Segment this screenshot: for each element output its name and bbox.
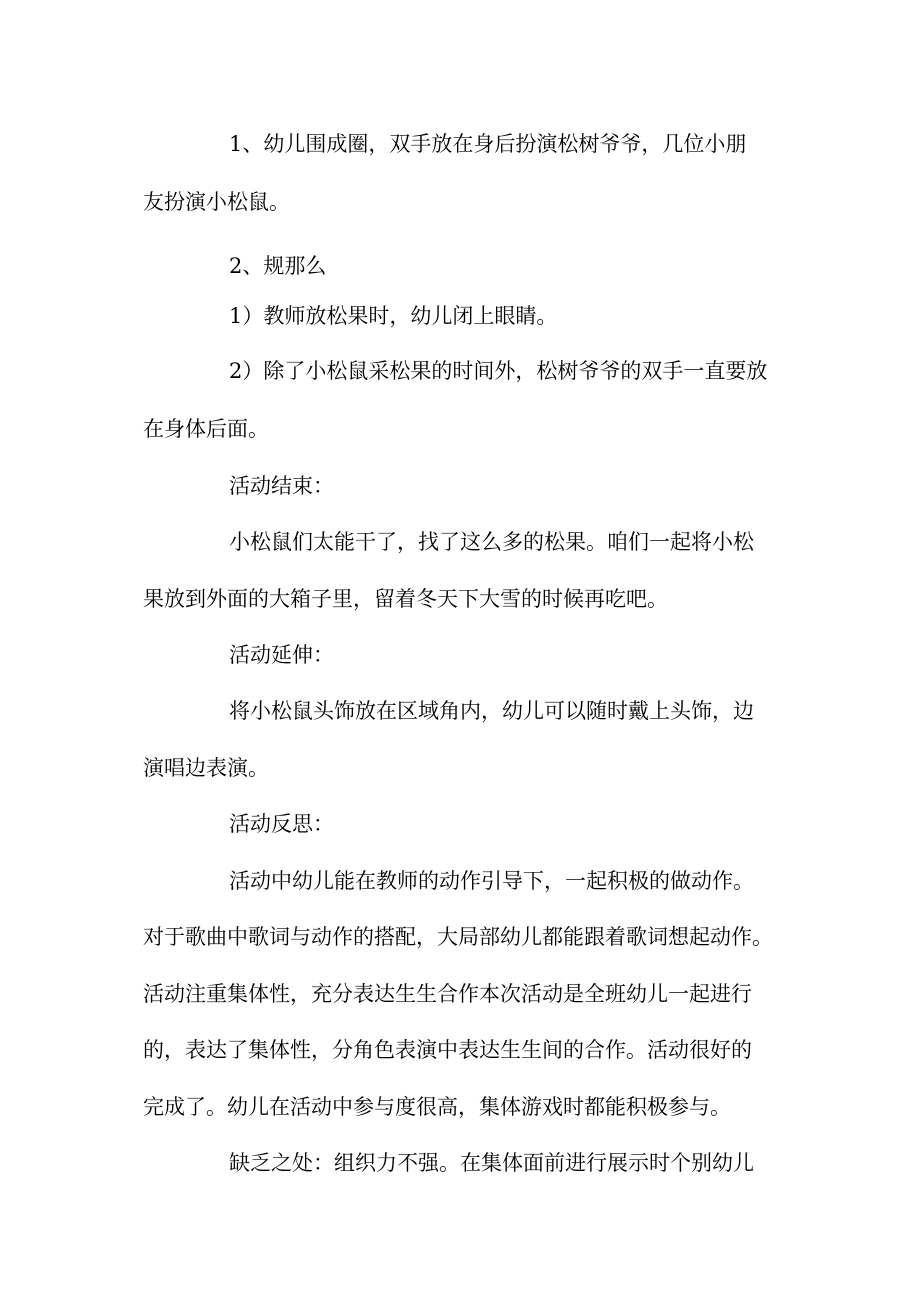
section-heading: 活动结束： xyxy=(229,474,334,498)
text-line: 2）除了小松鼠采松果的时间外，松树爷爷的双手一直要放 xyxy=(229,359,768,383)
text-line: 1）教师放松果时，幼儿闭上眼睛。 xyxy=(229,304,558,328)
text-line: 对于歌曲中歌词与动作的搭配，大局部幼儿都能跟着歌词想起动作。 xyxy=(143,925,773,949)
text-line: 活动中幼儿能在教师的动作引导下，一起积极的做动作。 xyxy=(229,869,754,893)
text-line: 1、幼儿围成圈，双手放在身后扮演松树爷爷，几位小朋 xyxy=(229,132,747,156)
text-line: 将小松鼠头饰放在区域角内，幼儿可以随时戴上头饰，边 xyxy=(229,699,754,723)
text-line: 友扮演小松鼠。 xyxy=(143,190,290,214)
text-line: 活动注重集体性，充分表达生生合作本次活动是全班幼儿一起进行 xyxy=(143,982,752,1006)
text-line: 完成了。幼儿在活动中参与度很高，集体游戏时都能积极参与。 xyxy=(143,1095,731,1119)
text-line: 小松鼠们太能干了，找了这么多的松果。咱们一起将小松 xyxy=(229,530,754,554)
text-line: 演唱边表演。 xyxy=(143,756,269,780)
text-line: 缺乏之处：组织力不强。在集体面前进行展示时个别幼儿 xyxy=(229,1151,754,1175)
section-heading: 活动反思： xyxy=(229,812,334,836)
text-line: 2、规那么 xyxy=(229,254,327,278)
text-line: 在身体后面。 xyxy=(143,417,269,441)
section-heading: 活动延伸： xyxy=(229,643,334,667)
text-line: 果放到外面的大箱子里，留着冬天下大雪的时候再吃吧。 xyxy=(143,587,668,611)
text-line: 的，表达了集体性，分角色表演中表达生生间的合作。活动很好的 xyxy=(143,1038,752,1062)
